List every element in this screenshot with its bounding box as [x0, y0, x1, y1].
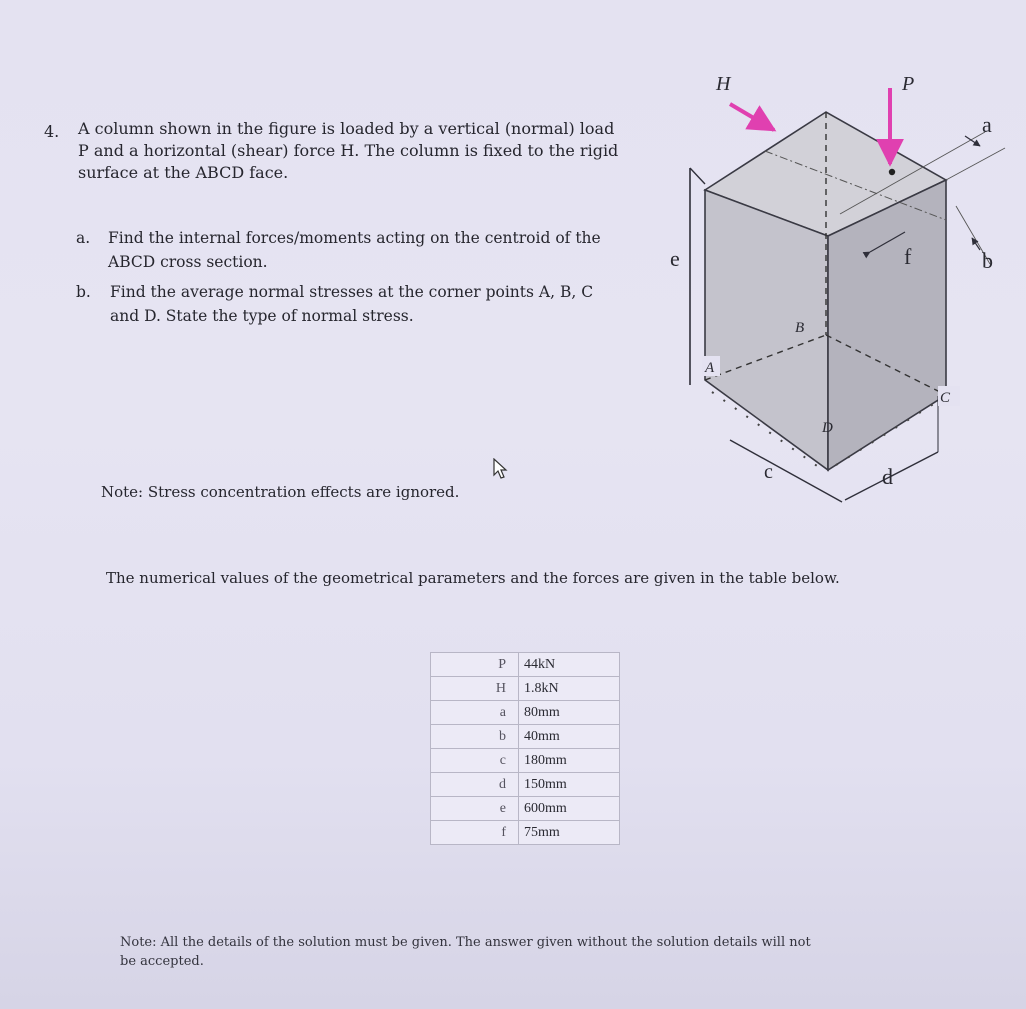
- part-b-line-1: Find the average normal stresses at the corner points A, B, C: [110, 283, 594, 301]
- question-line-2: P and a horizontal (shear) force H. The column is fixed to the rigid: [78, 141, 619, 160]
- label-d: d: [882, 464, 893, 489]
- param-name: e: [431, 797, 519, 821]
- param-name: H: [431, 677, 519, 701]
- label-corner-a: A: [705, 360, 715, 376]
- table-row: [431, 725, 620, 749]
- label-force-p: P: [902, 73, 915, 95]
- force-h-arrow: [730, 104, 774, 130]
- param-value: 150mm: [519, 773, 620, 797]
- question-number: 4.: [44, 122, 60, 141]
- label-c: c: [764, 461, 773, 483]
- label-corner-c: C: [940, 390, 951, 406]
- param-name: c: [431, 749, 519, 773]
- question-line-1: A column shown in the figure is loaded by a vertical (normal) load: [78, 119, 615, 138]
- param-name: a: [431, 701, 519, 725]
- table-row: [431, 749, 620, 773]
- part-b-text: [110, 280, 593, 328]
- table-row: [431, 701, 620, 725]
- parameter-table: [430, 652, 620, 845]
- param-value: 40mm: [519, 725, 620, 749]
- question-line-3: surface at the ABCD face.: [78, 163, 289, 182]
- label-e: e: [670, 246, 680, 271]
- param-value: 600mm: [519, 797, 620, 821]
- param-value: 75mm: [519, 821, 620, 845]
- part-b-line-2: and D. State the type of normal stress.: [110, 307, 414, 325]
- label-f: f: [904, 244, 912, 269]
- force-p-point: [889, 169, 895, 175]
- part-a-text: [108, 226, 601, 274]
- table-row: [431, 821, 620, 845]
- label-a: a: [982, 112, 992, 137]
- table-intro: The numerical values of the geometrical parameters and the forces are given in the table below.: [106, 569, 840, 587]
- table-row: [431, 797, 620, 821]
- param-name: b: [431, 725, 519, 749]
- table-row: [431, 653, 620, 677]
- part-b-label: b.: [76, 283, 91, 301]
- param-value: 180mm: [519, 749, 620, 773]
- param-name: P: [431, 653, 519, 677]
- label-force-h: H: [716, 73, 731, 95]
- final-note-line-1: Note: All the details of the solution must be given. The answer given without the solution details will not: [120, 935, 811, 950]
- param-name: f: [431, 821, 519, 845]
- final-note-line-2: be accepted.: [120, 954, 204, 969]
- stress-concentration-note: Note: Stress concentration effects are ignored.: [101, 483, 460, 501]
- dimension-a-arrow: [965, 136, 980, 146]
- column-left-face: [705, 190, 828, 470]
- param-value: 1.8kN: [519, 677, 620, 701]
- param-name: d: [431, 773, 519, 797]
- column-figure: [660, 60, 1020, 520]
- dimension-e-tick: [690, 168, 705, 184]
- param-value: 80mm: [519, 701, 620, 725]
- label-b: b: [982, 248, 993, 273]
- question-statement: [78, 118, 638, 184]
- table-row: [431, 773, 620, 797]
- part-a-label: a.: [76, 229, 91, 247]
- table-row: [431, 677, 620, 701]
- part-a-line-1: Find the internal forces/moments acting on the centroid of the: [108, 229, 601, 247]
- extension-line-b: [946, 148, 1005, 180]
- param-value: 44kN: [519, 653, 620, 677]
- label-corner-b: B: [795, 320, 805, 336]
- label-corner-d: D: [822, 420, 833, 436]
- part-a-line-2: ABCD cross section.: [108, 253, 268, 271]
- mouse-cursor-icon: [493, 458, 509, 480]
- solution-details-note: [120, 933, 950, 971]
